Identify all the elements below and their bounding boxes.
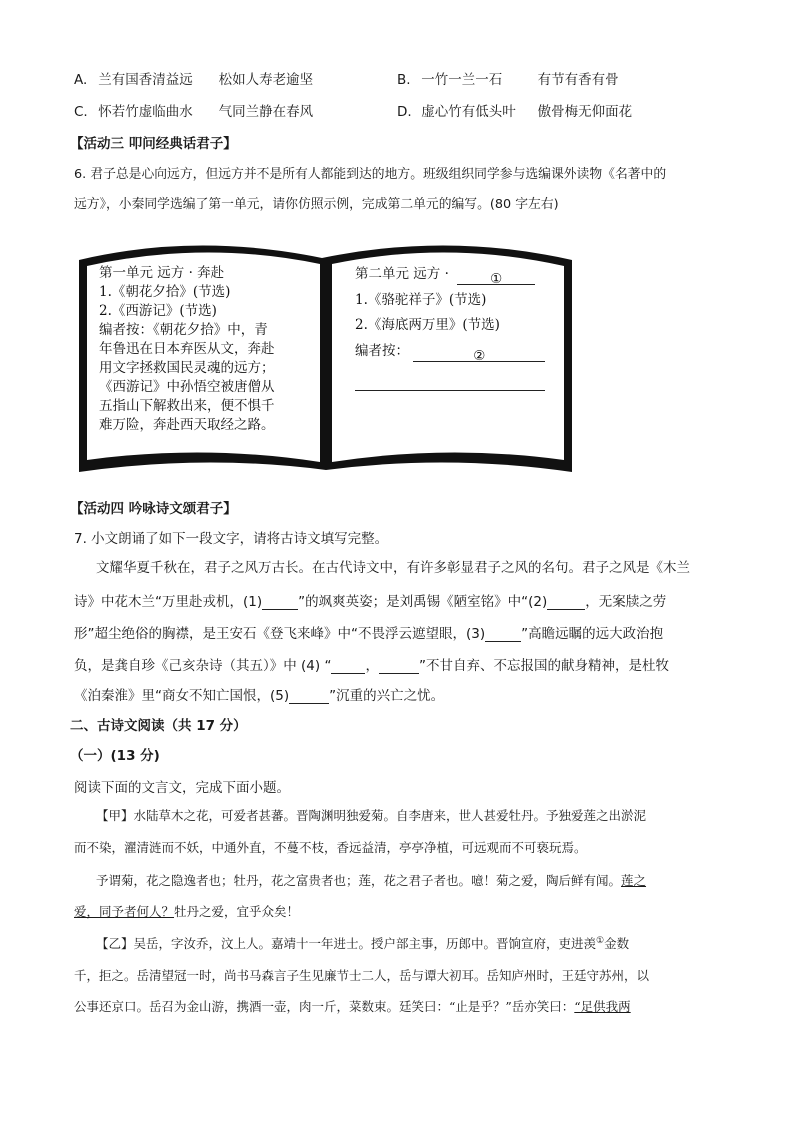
passage-yi-line3 — [74, 997, 631, 1015]
option-a — [74, 68, 313, 88]
q6-line1: 6. 君子总是心向远方，但远方并不是所有人都能到达的地方。班级组织同学参与选编课外读物《名著中的 — [74, 167, 667, 182]
option-b-text2: 有节有香有骨 — [537, 72, 619, 88]
book-left-note6: 难万险，奔赴西天取经之路。 — [99, 417, 275, 433]
book-left-note2: 年鲁迅在日本弃医从文，奔赴 — [99, 341, 275, 357]
option-a-text2: 松如人寿老逾坚 — [218, 72, 314, 88]
option-a-text1: 兰有国香清益远 — [98, 72, 193, 88]
q7-line4-a: 负，是龚自珍《己亥杂诗（其五）》中 (4) “ — [74, 658, 332, 674]
option-c-text2: 气同兰静在春风 — [218, 104, 314, 120]
book-left-item1: 1.《朝花夕拾》(节选) — [99, 284, 231, 300]
book-right-title — [355, 265, 535, 285]
section2-heading: 二、古诗文阅读（共 17 分） — [70, 718, 247, 734]
option-b — [397, 68, 619, 88]
blank-q7-1[interactable] — [262, 595, 298, 610]
footnote-marker: ① — [596, 935, 605, 946]
option-d-text1: 虚心竹有低头叶 — [421, 104, 516, 120]
q7-line5-a: 《泊秦淮》里“商女不知亡国恨，(5) — [74, 688, 290, 704]
q7-para-line2 — [74, 590, 666, 610]
passage-yi-line1 — [96, 934, 629, 952]
book-right-item1: 1.《骆驼祥子》(节选) — [355, 292, 487, 308]
q7-para-line1: 文耀华夏千秋在，君子之风万古长。在古代诗文中，有许多彰显君子之风的名句。君子之风是《木兰 — [96, 560, 690, 576]
blank-2-marker: ② — [473, 347, 486, 364]
q7-line2-c: ，无案牍之劳 — [585, 594, 667, 610]
q7-line2-a: 诗》中花木兰“万里赴戎机，(1) — [74, 594, 263, 610]
q7-line5-b: ”沉重的兴亡之忧。 — [329, 688, 445, 704]
book-right-item2: 2.《海底两万里》(节选) — [355, 317, 500, 333]
blank-q7-2[interactable] — [547, 595, 585, 610]
passage-jia-line4 — [74, 902, 299, 920]
activity4-heading: 【活动四 吟咏诗文颂君子】 — [70, 501, 237, 517]
passage-jia-line3 — [96, 871, 646, 889]
book-left-title: 第一单元 远方 · 奔赴 — [99, 265, 225, 281]
section2-instruction: 阅读下面的文言文，完成下面小题。 — [74, 780, 290, 796]
section2-subheading: （一）(13 分) — [70, 748, 160, 764]
q7-para-line5 — [74, 684, 444, 704]
passage-jia-line2: 而不染，濯清涟而不妖，中通外直，不蔓不枝，香远益清，亭亭净植，可远观而不可亵玩焉。 — [74, 840, 587, 855]
q7-line3-b: ”高瞻远瞩的远大政治抱 — [521, 626, 664, 642]
passage-jia-underline-a: 莲之 — [621, 873, 647, 888]
passage-yi-line1-b: 金数 — [604, 936, 630, 951]
passage-jia-underline-b: 爱，同予者何人？ — [74, 904, 175, 919]
book-left-note1: 编者按：《朝花夕拾》中，青 — [99, 322, 268, 338]
book-left-note5: 五指山下解救出来，便不惧千 — [99, 398, 275, 414]
book-left-note4: 《西游记》中孙悟空被唐僧从 — [99, 379, 275, 395]
option-c-text1: 怀若竹虚临曲水 — [98, 104, 193, 120]
q6-line2: 远方》，小秦同学选编了第一单元，请你仿照示例，完成第二单元的编写。(80 字左右) — [74, 197, 559, 212]
blank-q7-5[interactable] — [289, 689, 329, 704]
option-a-label: A. — [74, 72, 88, 88]
q7-line2-b: ”的飒爽英姿；是刘禹锡《陋室铭》中“(2) — [298, 594, 548, 610]
passage-jia-line1: 【甲】水陆草木之花，可爱者甚蕃。晋陶渊明独爱菊。自李唐来，世人甚爱牡丹。予独爱莲之出淤泥 — [96, 808, 647, 823]
q7-para-line4 — [74, 654, 669, 674]
blank-q7-4b[interactable] — [379, 659, 419, 674]
activity3-heading: 【活动三 叩问经典话君子】 — [70, 136, 237, 152]
passage-yi-line1-a: 【乙】吴岳，字汝乔，汶上人。嘉靖十一年进士。授户部主事，历郎中。晋饷宣府，吏进羡 — [96, 936, 597, 951]
q7-para-line3 — [74, 622, 663, 642]
option-b-text1: 一竹一兰一石 — [421, 72, 503, 88]
passage-yi-line2: 千，拒之。岳清望冠一时，尚书马森言子生见廉节士二人，岳与谭大初耳。岳知庐州时，王廷守苏州，以 — [74, 968, 650, 983]
option-c-label: C. — [74, 104, 88, 120]
q7-prompt: 7. 小文朗诵了如下一段文字，请将古诗文填写完整。 — [74, 531, 389, 547]
book-left-item2: 2.《西游记》(节选) — [99, 303, 217, 319]
blank-1[interactable] — [457, 270, 535, 285]
blank-2[interactable] — [413, 347, 545, 362]
blank-2-continuation-line[interactable] — [355, 390, 545, 391]
book-left-note3: 用文字拯救国民灵魂的远方； — [99, 360, 275, 376]
q7-line3-a: 形”超尘绝俗的胸襟，是王安石《登飞来峰》中“不畏浮云遮望眼，(3) — [74, 626, 486, 642]
passage-yi-underline: “足供我两 — [574, 999, 631, 1014]
passage-yi-line3-text: 公事还京口。岳召为金山游，携酒一壶，肉一斤，菜数束。廷笑曰：“止是乎？”岳亦笑曰： — [74, 999, 575, 1014]
blank-q7-3[interactable] — [485, 627, 521, 642]
option-d — [397, 100, 632, 120]
option-d-text2: 傲骨梅无仰面花 — [537, 104, 633, 120]
passage-jia-line4-text: 牡丹之爱，宜乎众矣！ — [174, 904, 300, 919]
option-b-label: B. — [397, 72, 411, 88]
q7-line4-b: ， — [365, 658, 379, 674]
book-right-title-text: 第二单元 远方 · — [355, 266, 449, 282]
book-right-note — [355, 342, 545, 362]
option-c — [74, 100, 313, 120]
option-d-label: D. — [397, 104, 412, 120]
blank-q7-4a[interactable] — [331, 659, 365, 674]
q7-line4-c: ”不甘自弃、不忘报国的献身精神，是杜牧 — [418, 658, 669, 674]
blank-1-marker: ① — [490, 270, 503, 287]
passage-jia-line3-text: 予谓菊，花之隐逸者也；牡丹，花之富贵者也；莲，花之君子者也。噫！菊之爱，陶后鲜有闻。 — [96, 873, 622, 888]
book-right-note-label: 编者按： — [355, 343, 409, 359]
